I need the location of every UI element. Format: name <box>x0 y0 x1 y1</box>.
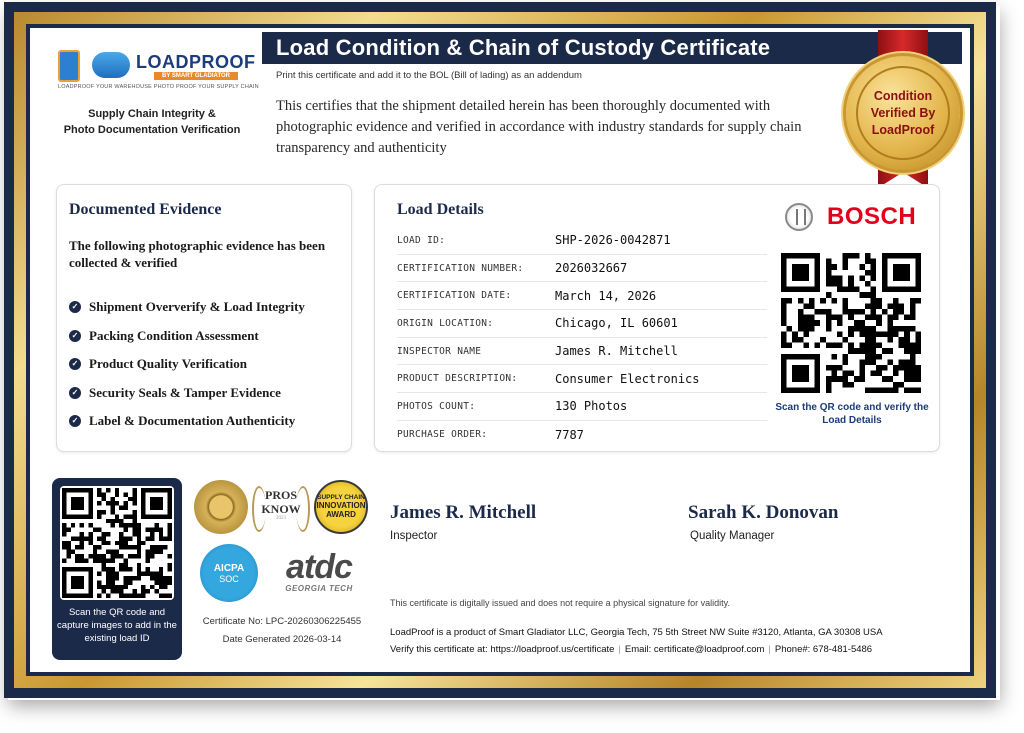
table-row: INSPECTOR NAME James R. Mitchell <box>397 338 767 366</box>
verify-qr-caption: Scan the QR code and verify the Load Details <box>775 402 929 426</box>
check-icon: ✓ <box>69 387 81 399</box>
table-row: CERTIFICATION NUMBER: 2026032667 <box>397 255 767 283</box>
logo-tagline: LOADPROOF YOUR WAREHOUSE PHOTO PROOF YOUR SUPPLY CHAIN <box>58 84 259 90</box>
table-row: PHOTOS COUNT: 130 Photos <box>397 393 767 421</box>
check-icon: ✓ <box>69 358 81 370</box>
evidence-list <box>69 293 305 436</box>
evidence-heading: Documented Evidence <box>69 201 222 218</box>
seal-line1: Condition <box>873 88 933 103</box>
table-row: CERTIFICATION DATE: March 14, 2026 <box>397 282 767 310</box>
bosch-armature-icon <box>785 203 813 231</box>
check-icon: ✓ <box>69 301 81 313</box>
table-row: PURCHASE ORDER: 7787 <box>397 427 584 442</box>
state-seal-icon <box>194 480 248 534</box>
seal-line2: Verified By <box>870 105 936 120</box>
quality-manager-name: Sarah K. Donovan <box>688 502 839 523</box>
inspector-role: Inspector <box>390 530 438 542</box>
pros-small: 2023 <box>276 516 286 521</box>
list-item: ✓ Label & Documentation Authenticity <box>69 407 305 436</box>
qr-code-icon <box>781 253 921 393</box>
phone-number: Phone#: 678-481-5486 <box>774 644 873 655</box>
load-details-heading: Load Details <box>397 201 484 218</box>
list-item: ✓ Packing Condition Assessment <box>69 322 305 351</box>
list-item: ✓ Shipment Oververify & Load Integrity <box>69 293 305 322</box>
bosch-wordmark: BOSCH <box>827 203 917 230</box>
certificate-title: Load Condition & Chain of Custody Certificate <box>262 32 962 64</box>
load-details-card <box>374 184 940 452</box>
certificate-subtitle: Print this certificate and add it to the BOL (Bill of lading) as an addendum <box>276 70 582 81</box>
table-row: ORIGIN LOCATION: Chicago, IL 60601 <box>397 310 767 338</box>
innovation-award-badge: SUPPLY CHAIN INNOVATION AWARD <box>314 480 368 534</box>
pros-line1: PROS <box>264 488 297 502</box>
verify-link[interactable]: Verify this certificate at: https://loadproof.us/certificate <box>390 644 615 655</box>
verified-seal <box>846 56 960 170</box>
aicpa-soc-badge: AICPA SOC <box>200 544 258 602</box>
contact-line: Verify this certificate at: https://loadproof.us/certificate | Email: certificate@loadproof.com | Phone#: 678-481-5486 <box>390 644 873 655</box>
table-row: LOAD ID: SHP-2026-0042871 <box>397 227 767 255</box>
pros-line2: KNOW <box>261 502 301 516</box>
evidence-lead: The following photographic evidence has been collected & verified <box>69 238 326 270</box>
digital-issue-note: This certificate is digitally issued and does not require a physical signature for validity. <box>390 598 731 608</box>
certificate-number: Certificate No: LPC-20260306225455 <box>202 616 362 627</box>
capture-qr-code[interactable] <box>60 486 174 600</box>
product-line: LoadProof is a product of Smart Gladiator LLC, Georgia Tech, 75 5th Street NW Suite #3120, Atlanta, GA 30308 USA <box>390 627 883 638</box>
table-row: PRODUCT DESCRIPTION: Consumer Electronics <box>397 365 767 393</box>
seal-line3: LoadProof <box>871 122 935 137</box>
inspector-name: James R. Mitchell <box>390 502 537 523</box>
cloud-icon <box>92 52 130 78</box>
verify-qr-code[interactable] <box>781 253 921 393</box>
quality-manager-role: Quality Manager <box>690 530 775 542</box>
email-link[interactable]: Email: certificate@loadproof.com <box>624 644 765 655</box>
brand-caption-line1: Supply Chain Integrity & <box>88 108 216 120</box>
certificate-intro: This certifies that the shipment detailed herein has been thoroughly documented with photographic evidence and verified in accordance with industry standards for supply chain transparency and authenticity <box>276 98 802 156</box>
atdc-logo: atdc GEORGIA TECH <box>285 548 353 593</box>
logo-badge: BY SMART GLADIATOR <box>154 72 238 80</box>
list-item: ✓ Product Quality Verification <box>69 350 305 379</box>
logo-wordmark: LOADPROOF <box>136 52 256 72</box>
brand-caption <box>44 106 260 138</box>
bosch-logo <box>785 201 925 235</box>
evidence-card <box>56 184 352 452</box>
capture-qr-caption: Scan the QR code and capture images to add in the existing load ID <box>57 607 177 644</box>
check-icon: ✓ <box>69 415 81 427</box>
qr-code-icon <box>62 488 172 598</box>
list-item: ✓ Security Seals & Tamper Evidence <box>69 379 305 408</box>
loadproof-logo <box>56 46 259 94</box>
phone-icon <box>58 50 80 82</box>
load-details-table <box>397 227 767 449</box>
brand-caption-line2: Photo Documentation Verification <box>63 124 241 136</box>
capture-qr-card <box>52 478 182 660</box>
pros-know-badge <box>252 480 310 534</box>
check-icon: ✓ <box>69 330 81 342</box>
date-generated: Date Generated 2026-03-14 <box>222 634 342 645</box>
